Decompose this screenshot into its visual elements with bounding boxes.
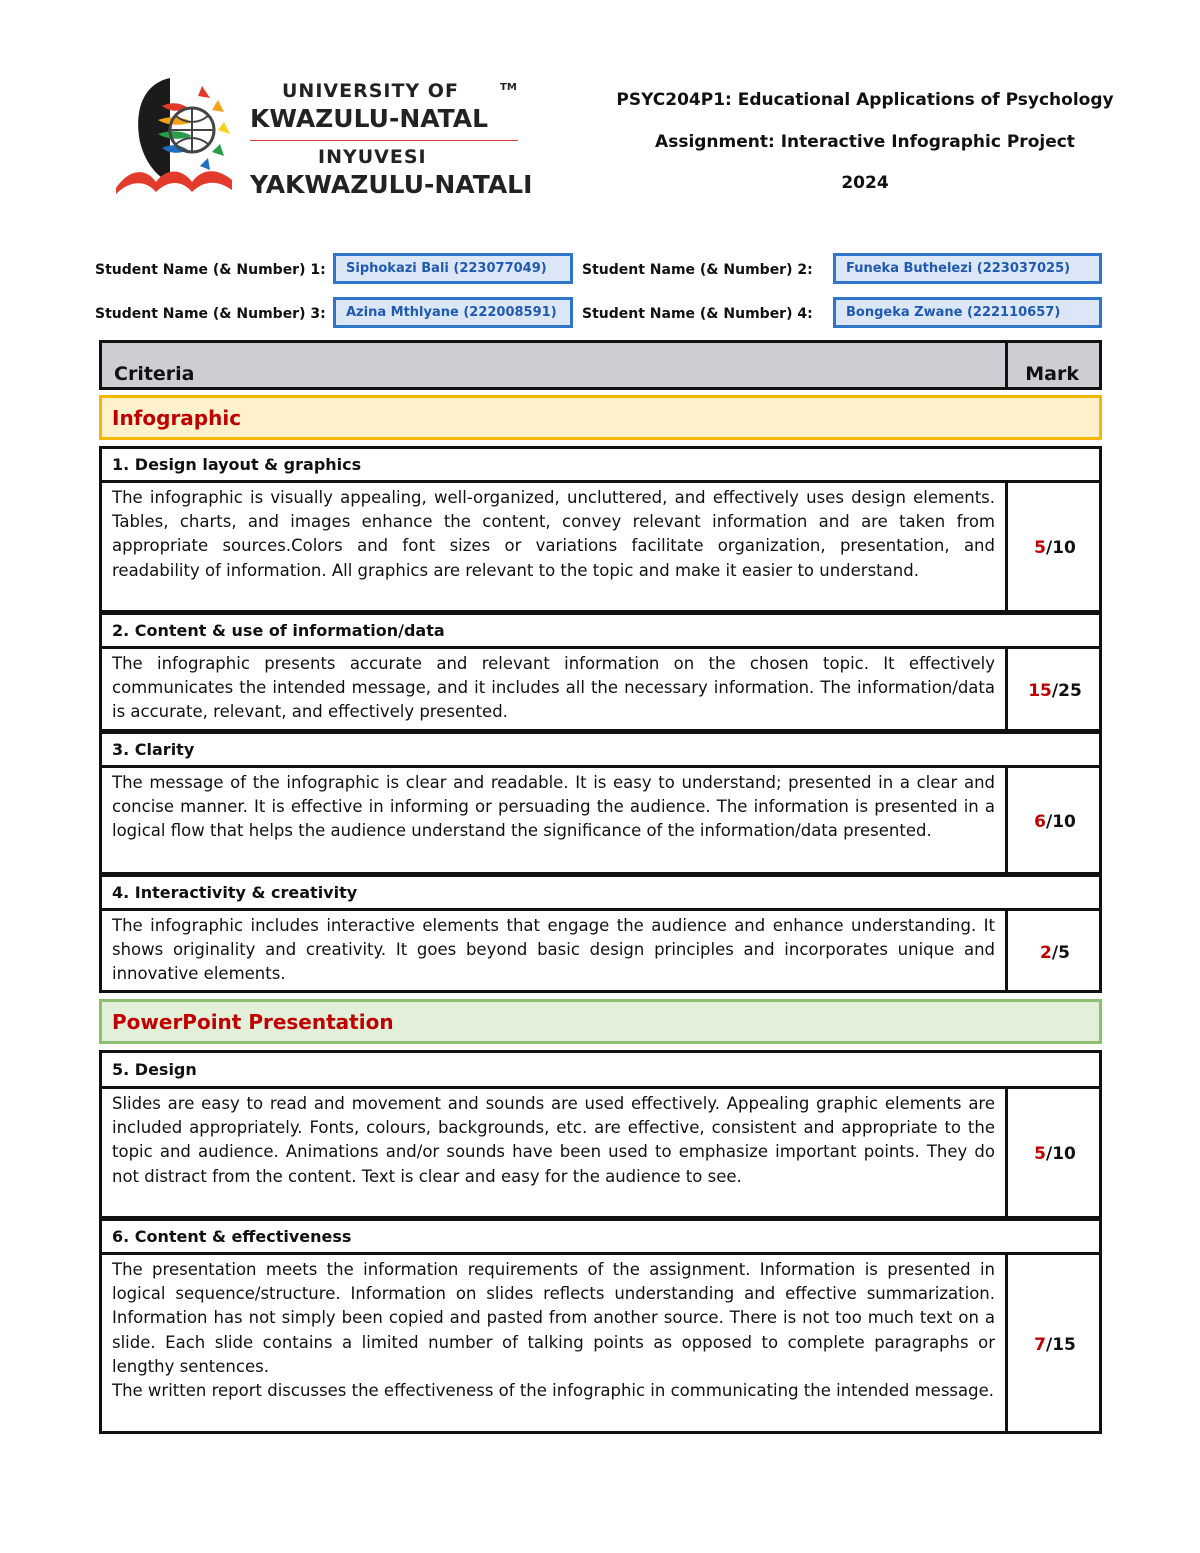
criterion-3-description: The message of the infographic is clear and readable. It is easy to understand; presented in a clear and concise manner. It is effective in informing or persuading the audience. The information is presented in a logical flow that helps the audience understand the significance of the information/data presented.: [112, 773, 995, 841]
mark-separator: /: [1045, 1335, 1053, 1355]
criterion-4-score: 2: [1040, 943, 1052, 963]
rubric-header: [99, 340, 1102, 390]
criterion-5-description: Slides are easy to read and movement and sounds are used effectively. Appealing graphic elements are included appropriately. Fonts, colours, backgrounds, etc. are effective, consistent and appropriate to the topic and audience. Animations and/or sounds have been used to emphasize important points. They do not distract from the content. Text is clear and easy for the audience to see.: [112, 1094, 995, 1186]
criterion-2-row: [99, 646, 1102, 732]
mark-separator: /: [1051, 681, 1059, 701]
criterion-2-mark: [1008, 681, 1102, 701]
trademark-mark: TM: [500, 82, 517, 93]
criterion-6-row: [99, 1252, 1102, 1434]
criterion-1-title: 1. Design layout & graphics: [99, 446, 1102, 483]
criterion-1-mark: [1008, 538, 1102, 558]
criterion-6-score: 7: [1034, 1335, 1046, 1355]
criterion-3-mark: [1008, 812, 1102, 832]
criterion-6-total: 15: [1052, 1335, 1076, 1355]
assignment-title: Assignment: Interactive Infographic Project: [655, 132, 1075, 152]
criterion-1-description: The infographic is visually appealing, well-organized, uncluttered, and effectively uses design elements. Tables, charts, and images enhance the content, convey relevant information and are taken from appropriate sources.Colors and font sizes or variations facilitate organization, presentation, and readability of information. All graphics are relevant to the topic and make it easier to understand.: [112, 488, 995, 580]
criterion-1-row: [99, 480, 1102, 613]
logo-line-1: UNIVERSITY OF: [282, 80, 459, 102]
course-year: 2024: [841, 173, 889, 193]
section-powerpoint: PowerPoint Presentation: [99, 999, 1102, 1044]
student-1-label: Student Name (& Number) 1:: [95, 262, 326, 278]
student-2-field[interactable]: Funeka Buthelezi (223037025): [833, 253, 1102, 284]
criterion-6-description: [112, 1258, 995, 1403]
criterion-3-score: 6: [1034, 812, 1046, 832]
logo-divider: [250, 140, 518, 141]
criterion-4-title: 4. Interactivity & creativity: [99, 874, 1102, 911]
criterion-3-row: [99, 765, 1102, 875]
logo-line-4: YAKWAZULU-NATALI: [250, 170, 533, 199]
ukzn-emblem-icon: [112, 72, 252, 200]
criterion-6-title: 6. Content & effectiveness: [99, 1218, 1102, 1255]
criterion-5-score: 5: [1034, 1144, 1046, 1164]
header-divider: [1005, 343, 1008, 387]
criterion-4-row: [99, 908, 1102, 993]
logo-line-2: KWAZULU-NATAL: [250, 104, 489, 133]
logo-line-3: INYUVESI: [318, 146, 427, 168]
student-4-field[interactable]: Bongeka Zwane (222110657): [833, 297, 1102, 328]
course-title: PSYC204P1: Educational Applications of Psychology: [616, 90, 1114, 110]
mark-separator: /: [1045, 812, 1053, 832]
criterion-3-title: 3. Clarity: [99, 731, 1102, 768]
criterion-2-description: The infographic presents accurate and relevant information on the chosen topic. It effectively communicates the intended message, and it includes all the necessary information. The information/data is accurate, relevant, and effectively presented.: [112, 654, 995, 722]
criteria-header: Criteria: [114, 363, 195, 385]
mark-separator: /: [1045, 538, 1053, 558]
student-1-field[interactable]: Siphokazi Bali (223077049): [333, 253, 573, 284]
criterion-4-mark: [1008, 943, 1102, 963]
criterion-6-paragraph-2: The written report discusses the effectiveness of the infographic in communicating the intended message.: [112, 1381, 994, 1401]
criterion-2-score: 15: [1028, 681, 1052, 701]
student-3-field[interactable]: Azina Mthlyane (222008591): [333, 297, 573, 328]
criterion-5-row: [99, 1086, 1102, 1219]
criterion-5-total: 10: [1052, 1144, 1076, 1164]
criterion-4-total: 5: [1058, 943, 1070, 963]
criterion-5-title: 5. Design: [99, 1050, 1102, 1089]
criterion-2-title: 2. Content & use of information/data: [99, 612, 1102, 649]
university-logo: [112, 72, 532, 200]
criterion-5-mark: [1008, 1144, 1102, 1164]
criterion-1-score: 5: [1034, 538, 1046, 558]
mark-header: Mark: [1025, 363, 1079, 385]
mark-separator: /: [1051, 943, 1059, 963]
section-infographic: Infographic: [99, 395, 1102, 440]
criterion-6-mark: [1008, 1335, 1102, 1355]
criterion-2-total: 25: [1058, 681, 1082, 701]
criterion-3-total: 10: [1052, 812, 1076, 832]
student-3-label: Student Name (& Number) 3:: [95, 306, 326, 322]
criterion-1-total: 10: [1052, 538, 1076, 558]
student-2-label: Student Name (& Number) 2:: [582, 262, 813, 278]
mark-separator: /: [1045, 1144, 1053, 1164]
student-4-label: Student Name (& Number) 4:: [582, 306, 813, 322]
criterion-4-description: The infographic includes interactive elements that engage the audience and enhance understanding. It shows originality and creativity. It goes beyond basic design principles and incorporates unique and innovative elements.: [112, 916, 995, 984]
criterion-6-paragraph-1: The presentation meets the information requirements of the assignment. Information is presented in logical sequence/structure. Information on slides reflects understanding and effective summarization. Information has not simply been copied and pasted from another source. There is not too much text on a slide. Each slide contains a limited number of talking points as opposed to complete paragraphs or lengthy sentences.: [112, 1260, 995, 1376]
